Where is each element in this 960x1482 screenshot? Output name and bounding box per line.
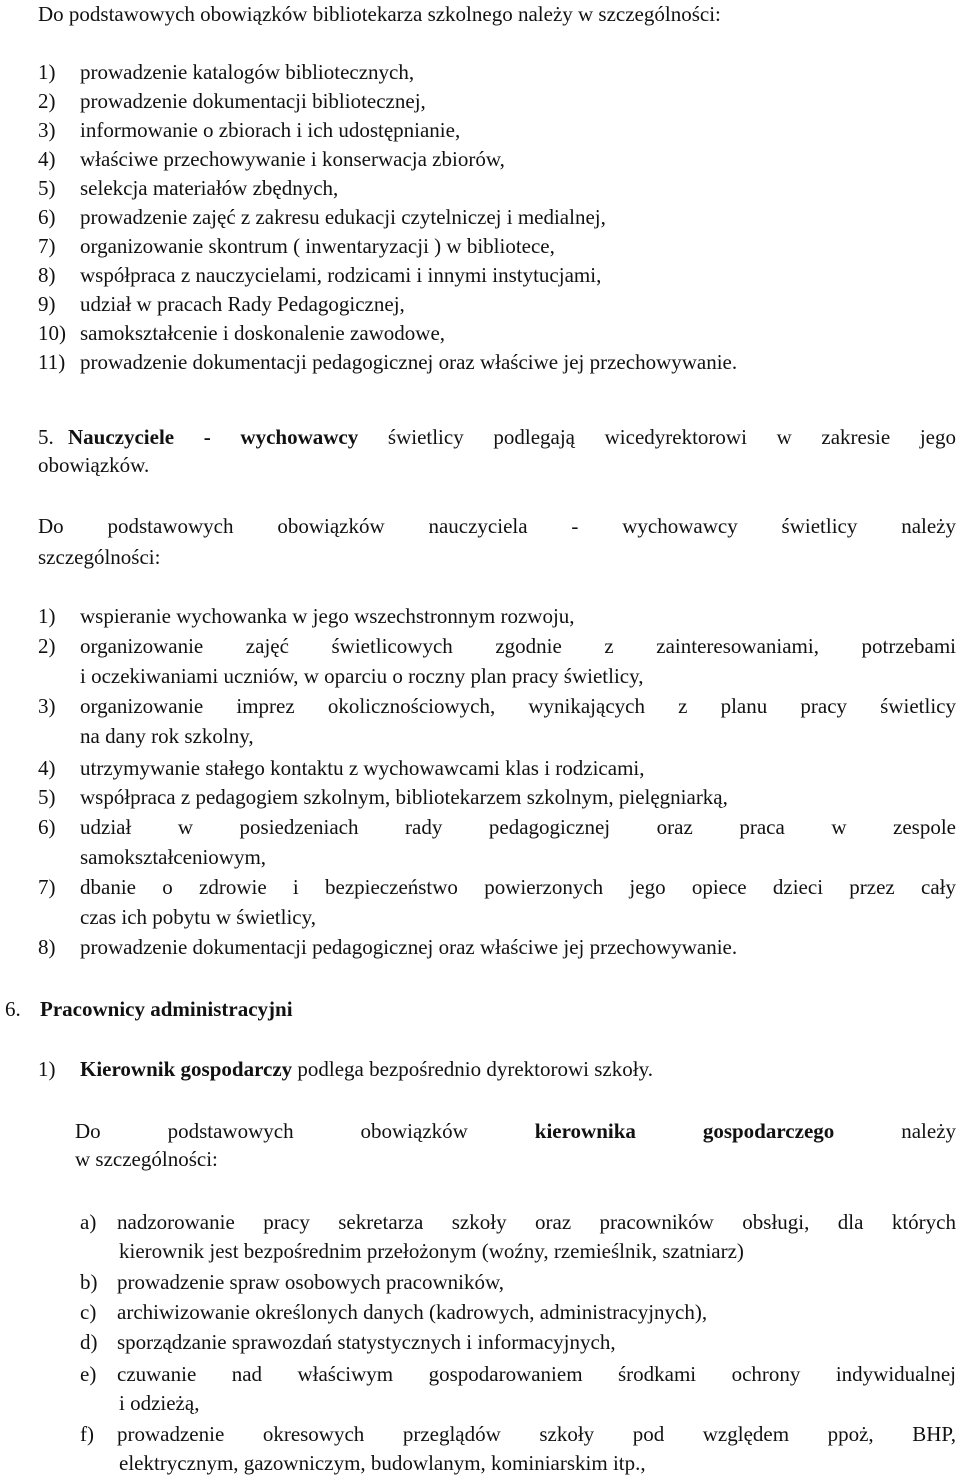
list-item-number: 11): [38, 350, 66, 374]
section-5-number: 5.: [38, 425, 54, 449]
list-item-text-cont: czas ich pobytu w świetlicy,: [80, 905, 316, 929]
list-item-text: prowadzenie katalogów bibliotecznych,: [80, 60, 415, 84]
list-item-text: prowadzenie dokumentacji bibliotecznej,: [80, 89, 426, 113]
section-5-intro-line1: Do podstawowych obowiązków nauczyciela - wychowawcy świetlicy należy: [38, 514, 956, 538]
list-item-number: 3): [38, 118, 56, 142]
list-item-number: 4): [38, 147, 56, 171]
list-item-text-cont: kierownik jest bezpośrednim przełożonym (woźny, rzemieślnik, szatniarz): [119, 1239, 744, 1263]
kierownik-label: Kierownik gospodarczy: [80, 1057, 293, 1081]
list-item-line1-wrap: [117, 1360, 956, 1388]
list-item-number: 2): [38, 89, 56, 113]
list-item-text: prowadzenie dokumentacji pedagogicznej oraz właściwe jej przechowywanie.: [80, 935, 738, 959]
list-item-text: współpraca z nauczycielami, rodzicami i innymi instytucjami,: [80, 263, 602, 287]
list-item-text: prowadzenie okresowych przeglądów szkoły pod względem ppoż, BHP,: [117, 1422, 956, 1446]
list-item-text: właściwe przechowywanie i konserwacja zbiorów,: [80, 147, 505, 171]
list-item-text: dbanie o zdrowie i bezpieczeństwo powierzonych jego opiece dzieci przez cały: [80, 875, 956, 899]
section-6-intro: [75, 1117, 956, 1145]
list-item-text: informowanie o zbiorach i ich udostępnianie,: [80, 118, 461, 142]
list-item-number: 7): [38, 234, 56, 258]
list-item-line1-wrap: [80, 813, 956, 841]
list-item-text: czuwanie nad właściwym gospodarowaniem środkami ochrony indywidualnej: [117, 1362, 956, 1386]
list-item-text: organizowanie imprez okolicznościowych, wynikających z planu pracy świetlicy: [80, 694, 956, 718]
section-5-intro-line2: szczególności:: [38, 545, 161, 569]
list-item-number: 8): [38, 935, 56, 959]
list-item-line1-wrap: [80, 632, 956, 660]
section-6-intro-b: kierownika gospodarczego: [534, 1119, 835, 1143]
list-item-number: 1): [38, 60, 56, 84]
list-item-number: 4): [38, 756, 56, 780]
kierownik-text: podlega bezpośrednio dyrektorowi szkoły.: [297, 1057, 653, 1081]
list-item-text: archiwizowanie określonych danych (kadrowych, administracyjnych),: [117, 1300, 708, 1324]
list-item-text: organizowanie zajęć świetlicowych zgodnie z zainteresowaniami, potrzebami: [80, 634, 956, 658]
section-6-item1: [80, 1055, 653, 1083]
list-item-number: 2): [38, 634, 56, 658]
list-item-text: utrzymywanie stałego kontaktu z wychowawcami klas i rodzicami,: [80, 756, 645, 780]
list-item-text: współpraca z pedagogiem szkolnym, bibliotekarzem szkolnym, pielęgniarką,: [80, 785, 728, 809]
librarian-intro: Do podstawowych obowiązków bibliotekarza szkolnego należy w szczególności:: [38, 2, 721, 26]
section-5-heading: [68, 423, 956, 451]
list-item-number: 3): [38, 694, 56, 718]
list-item-text: udział w posiedzeniach rady pedagogicznej oraz praca w zespole: [80, 815, 956, 839]
list-item-number: 5): [38, 785, 56, 809]
list-item-number: 6): [38, 205, 56, 229]
section-5-title: Nauczyciele - wychowawcy: [68, 425, 359, 449]
list-item-text: organizowanie skontrum ( inwentaryzacji ) w bibliotece,: [80, 234, 555, 258]
list-item-text: sporządzanie sprawozdań statystycznych i informacyjnych,: [117, 1330, 616, 1354]
section-6-title: Pracownicy administracyjni: [40, 997, 293, 1021]
section-6-intro-line2: w szczególności:: [75, 1147, 218, 1171]
list-item-number: 6): [38, 815, 56, 839]
list-item-text-cont: i oczekiwaniami uczniów, w oparciu o roczny plan pracy świetlicy,: [80, 664, 644, 688]
list-item-text: nadzorowanie pracy sekretarza szkoły oraz pracowników obsługi, dla których: [117, 1210, 956, 1234]
list-item-number: 8): [38, 263, 56, 287]
list-item-text-cont: samokształceniowym,: [80, 845, 267, 869]
list-item-text: samokształcenie i doskonalenie zawodowe,: [80, 321, 446, 345]
list-item-text: prowadzenie spraw osobowych pracowników,: [117, 1270, 505, 1294]
list-item-text: selekcja materiałów zbędnych,: [80, 176, 339, 200]
list-item-text: prowadzenie dokumentacji pedagogicznej oraz właściwe jej przechowywanie.: [80, 350, 738, 374]
list-item-number: a): [80, 1210, 97, 1234]
section-5-intro: [38, 512, 956, 540]
list-item-text-cont: elektrycznym, gazowniczym, budowlanym, kominiarskim itp.,: [119, 1451, 646, 1475]
section-5-text-line2: obowiązków.: [38, 453, 150, 477]
list-item-text: udział w pracach Rady Pedagogicznej,: [80, 292, 405, 316]
section-6-intro-a: Do podstawowych obowiązków: [75, 1119, 468, 1143]
section-5-text-line1: świetlicy podlegają wicedyrektorowi w zakresie jego: [387, 425, 956, 449]
list-item-number: 9): [38, 292, 56, 316]
list-item-number: 5): [38, 176, 56, 200]
list-item-number: c): [80, 1300, 97, 1324]
list-item-line1-wrap: [117, 1420, 956, 1448]
list-item-line1-wrap: [80, 692, 956, 720]
section-6-item1-number: 1): [38, 1057, 56, 1081]
list-item-text-cont: na dany rok szkolny,: [80, 724, 254, 748]
list-item-number: d): [80, 1330, 98, 1354]
section-6-intro-c: należy: [901, 1119, 957, 1143]
list-item-text: prowadzenie zajęć z zakresu edukacji czytelniczej i medialnej,: [80, 205, 606, 229]
list-item-number: f): [80, 1422, 94, 1446]
list-item-number: b): [80, 1270, 98, 1294]
list-item-line1-wrap: [80, 873, 956, 901]
list-item-number: 10): [38, 321, 66, 345]
list-item-number: 7): [38, 875, 56, 899]
list-item-number: e): [80, 1362, 97, 1386]
list-item-text-cont: i odzieżą,: [119, 1391, 200, 1415]
list-item-number: 1): [38, 604, 56, 628]
list-item-text: wspieranie wychowanka w jego wszechstronnym rozwoju,: [80, 604, 575, 628]
section-6-number: 6.: [5, 997, 21, 1021]
list-item-line1-wrap: [117, 1208, 956, 1236]
